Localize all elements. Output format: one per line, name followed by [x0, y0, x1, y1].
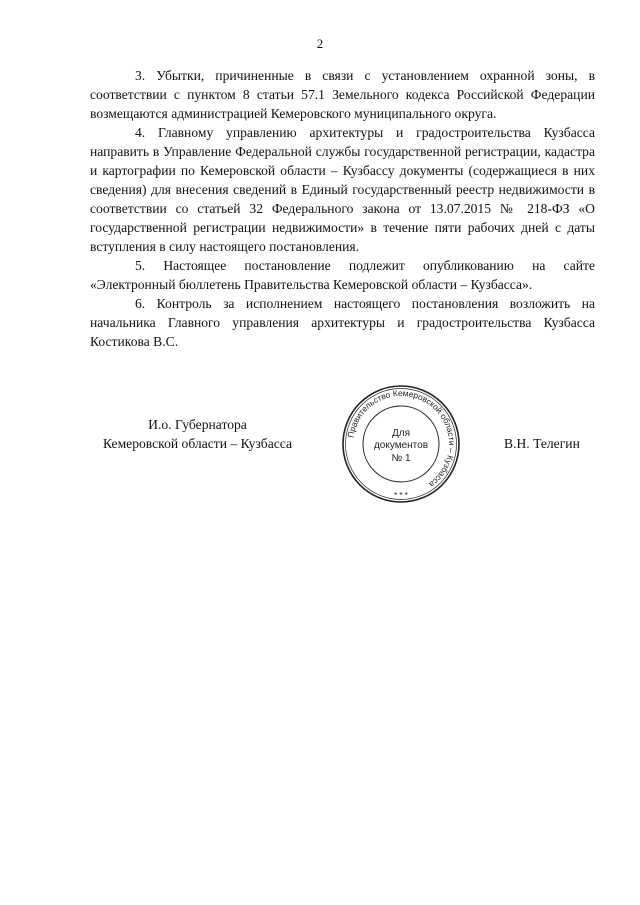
seal-ring-text: Правительство Кемеровской области – Кузбасса — [345, 387, 458, 490]
signatory-title — [90, 415, 305, 453]
signatory-title-line1: И.о. Губернатора — [148, 417, 247, 432]
seal-center-line1: Для — [391, 428, 411, 439]
paragraph-5: 5. Настоящее постановление подлежит опубликованию на сайте «Электронный бюллетень Правительства Кемеровской области – Кузбасса». — [90, 258, 595, 292]
seal-stars: * * * — [394, 491, 408, 500]
seal-center-line3: № 1 — [391, 453, 411, 464]
signatory-title-line2: Кемеровской области – Кузбасса — [102, 436, 293, 451]
paragraph-3: 3. Убытки, причиненные в связи с установлением охранной зоны, в соответствии с пунктом 8 статьи 57.1 Земельного кодекса Российской Федерации возмещаются администрацией Кемеровского муниципального округа. — [90, 68, 595, 121]
signatory-name: В.Н. Телегин — [504, 436, 580, 451]
official-seal-stamp — [341, 384, 461, 504]
seal-center-line2: документов — [373, 440, 429, 451]
document-body — [90, 66, 595, 351]
paragraph-4: 4. Главному управлению архитектуры и градостроительства Кузбасса направить в Управление Федеральной службы государственной регистрации, кадастра и картографии по Кемеровской области – Кузбассу документы (содержащиеся в них сведения) для внесения сведений в Единый государственный реестр недвижимости в соответствии со статьей 32 Федерального закона от 13.07.2015 № 218-ФЗ «О государственной регистрации недвижимости» в течение пяти рабочих дней с даты вступления в силу настоящего постановления. — [90, 125, 595, 254]
page-number: 2 — [316, 36, 324, 51]
paragraph-6: 6. Контроль за исполнением настоящего постановления возложить на начальника Главного управления архитектуры и градостроительства Кузбасса Костикова В.С. — [90, 296, 595, 349]
